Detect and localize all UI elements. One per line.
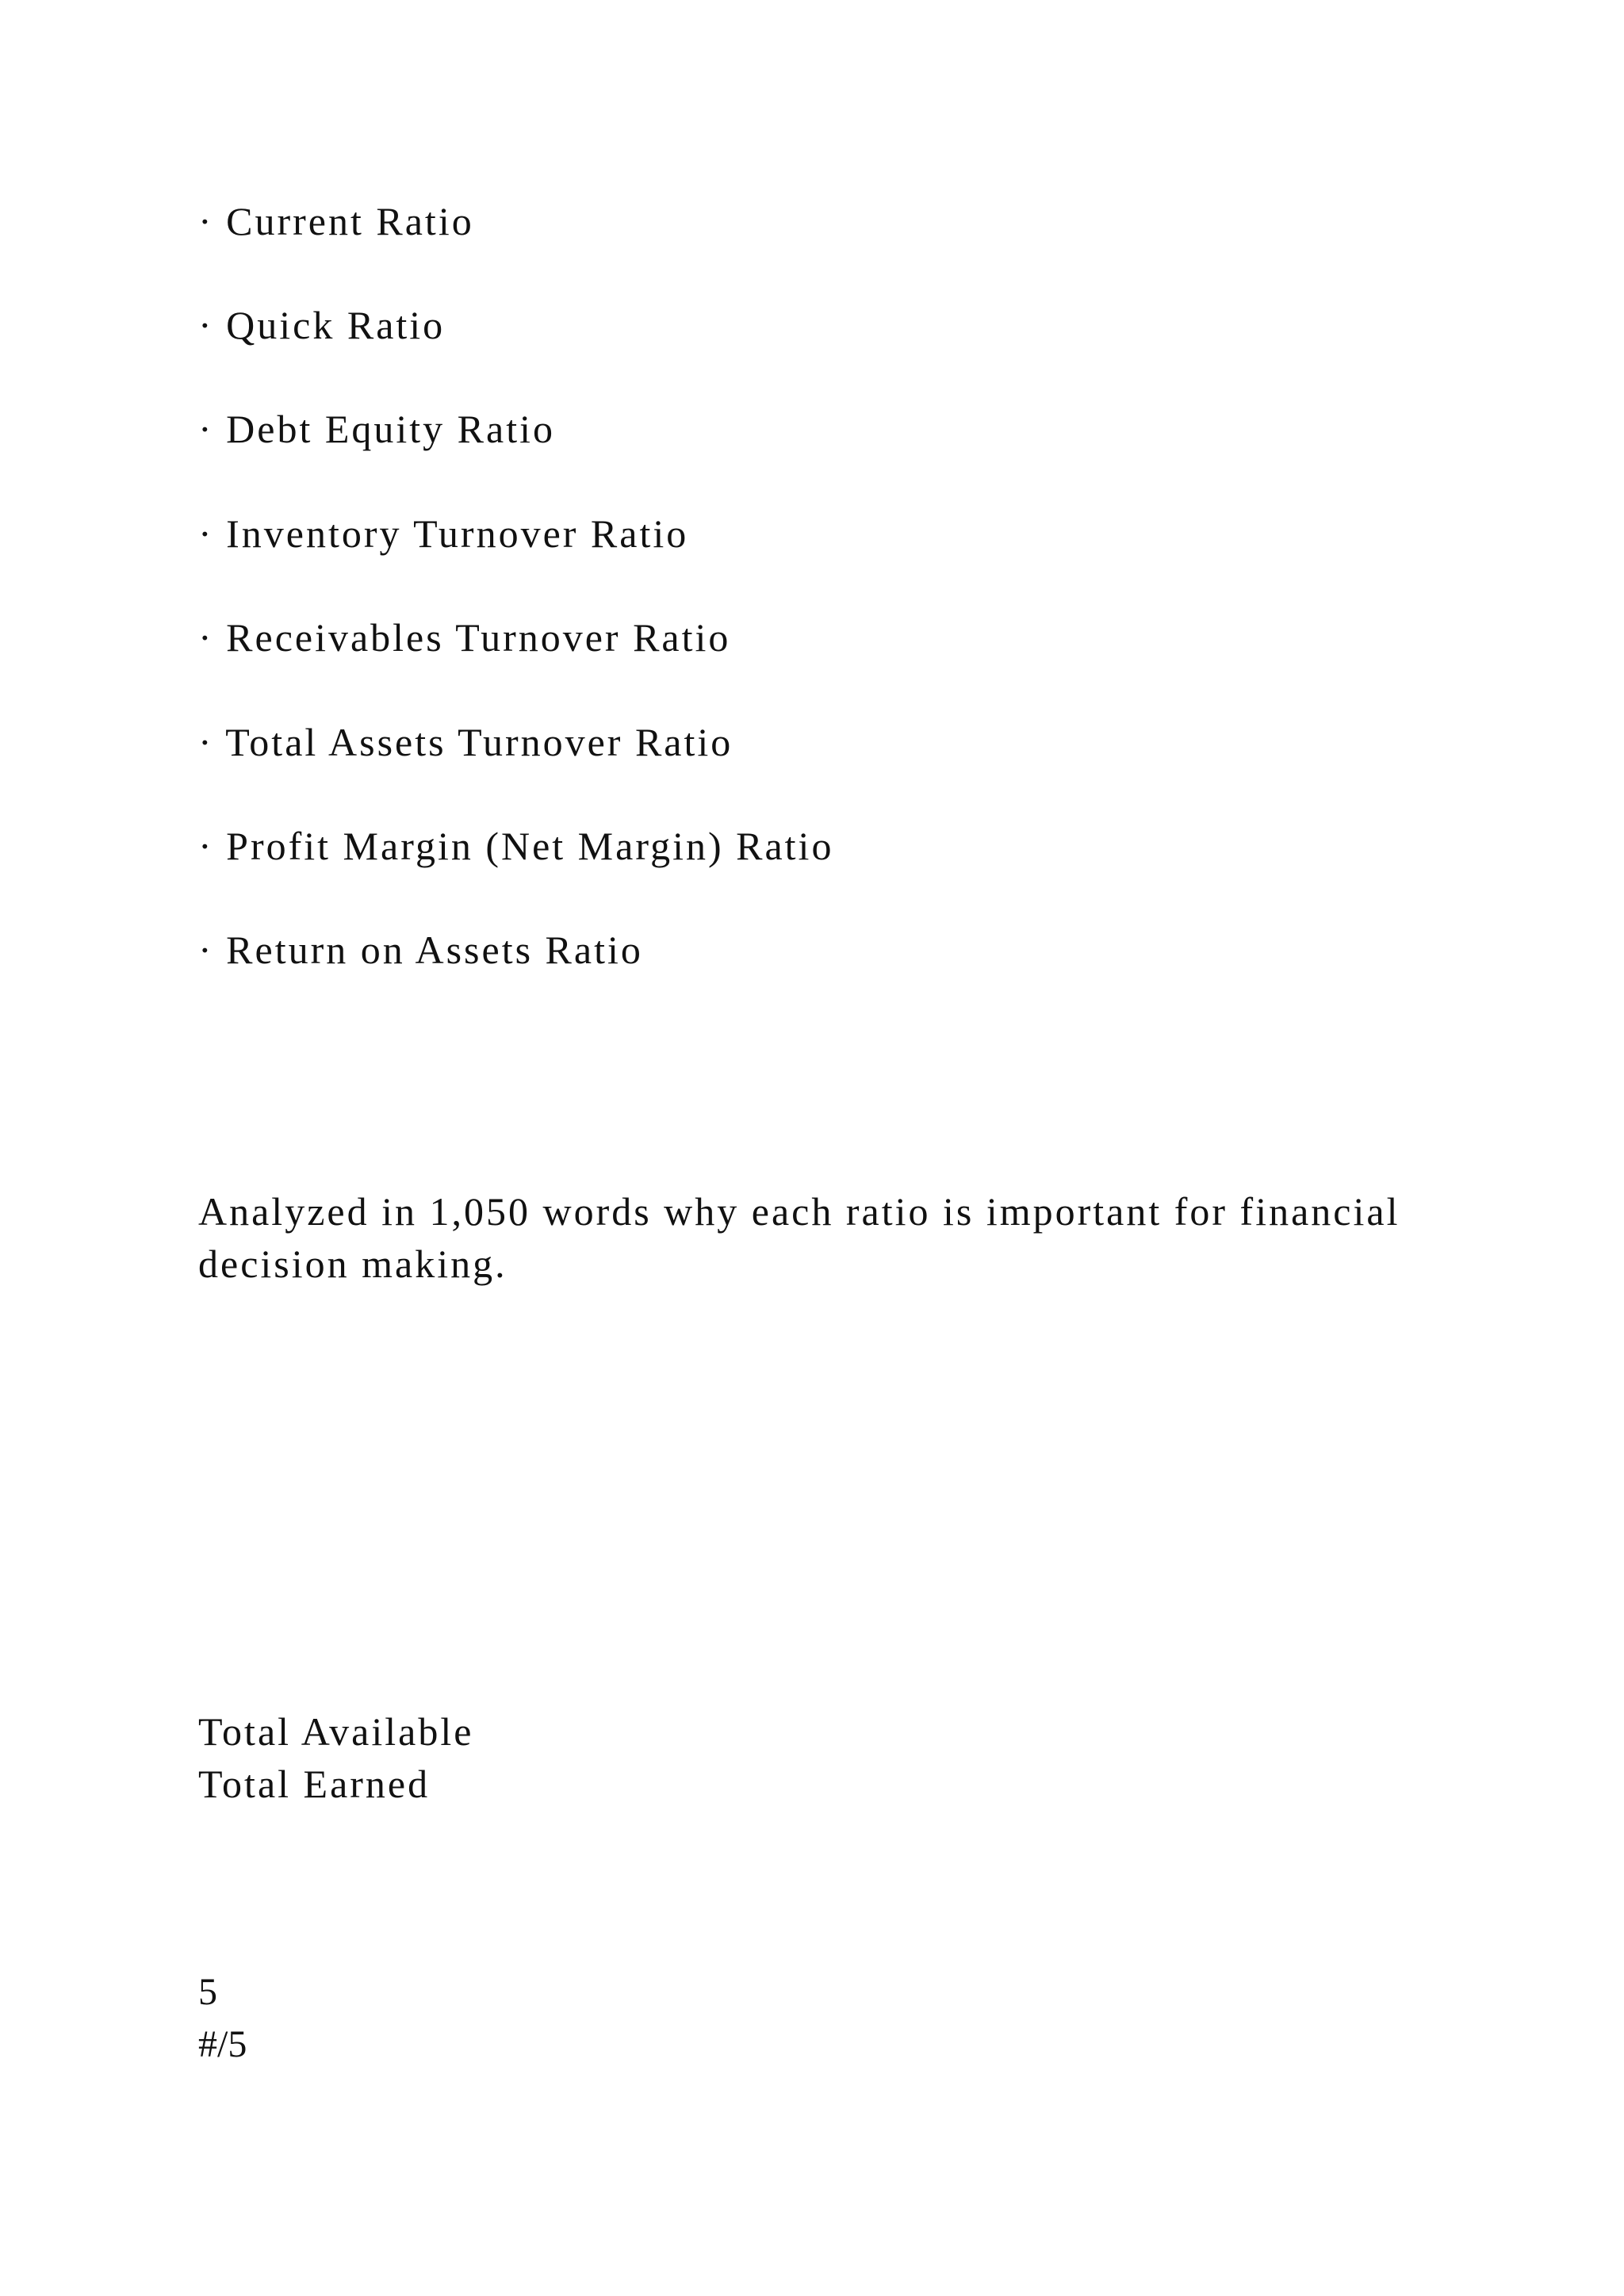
total-earned-label: Total Earned (198, 1762, 431, 1806)
total-available-label: Total Available (198, 1709, 474, 1754)
analysis-paragraph: Analyzed in 1,050 words why each ratio is important for financial decision making. (198, 1189, 1400, 1286)
score-values (198, 1966, 247, 2071)
totals-labels (198, 1705, 473, 1810)
ratio-item-inventory-turnover: · Inventory Turnover Ratio (198, 511, 689, 556)
ratio-item-total-assets-turnover: · Total Assets Turnover Ratio (198, 720, 733, 764)
ratio-item-quick: · Quick Ratio (198, 303, 446, 347)
total-earned-value: #/5 (198, 2023, 247, 2065)
ratio-item-profit-margin: · Profit Margin (Net Margin) Ratio (198, 824, 834, 868)
ratio-item-receivables-turnover: · Receivables Turnover Ratio (198, 615, 731, 660)
ratio-item-debt-equity: · Debt Equity Ratio (198, 407, 555, 451)
ratio-item-return-on-assets: · Return on Assets Ratio (198, 928, 643, 972)
total-available-value: 5 (198, 1971, 217, 2013)
ratio-item-current: · Current Ratio (198, 199, 474, 243)
